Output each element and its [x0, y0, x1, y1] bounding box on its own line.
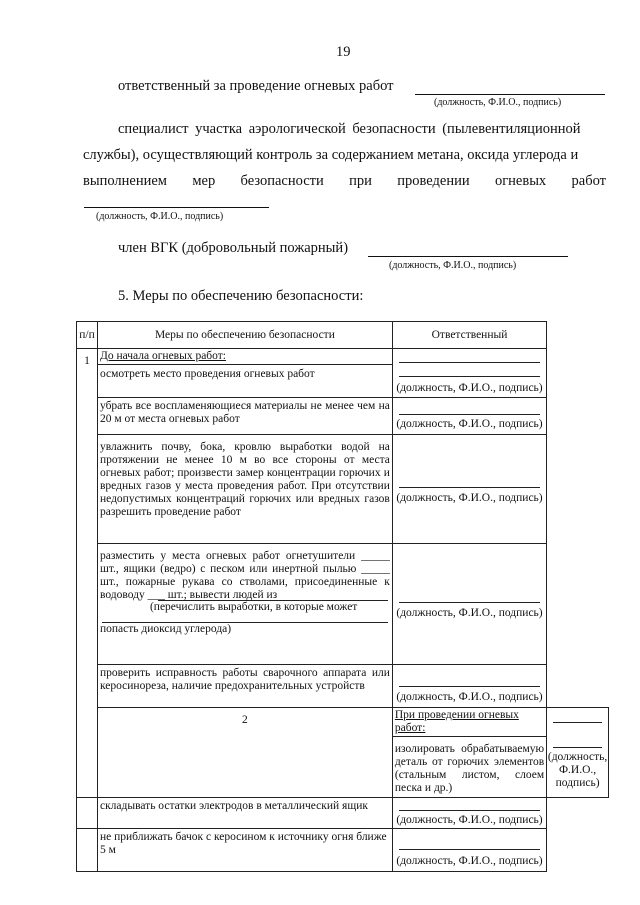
group-number-spacer — [77, 829, 98, 872]
signature-line — [399, 849, 540, 850]
measure-note: (перечислить выработки, в которые может — [149, 601, 358, 613]
table-row — [77, 398, 609, 435]
table-row — [77, 435, 609, 544]
signature-line — [553, 747, 602, 748]
signature-line — [399, 376, 540, 377]
responsible-cell — [392, 544, 546, 665]
measure-text: убрать все воспламеняющиеся материалы не менее чем на 20 м от места огневых работ — [97, 398, 392, 435]
responsible-cell — [392, 349, 546, 398]
signature-caption: (должность, Ф.И.О., подпись) — [396, 691, 543, 703]
word: выполнением — [83, 173, 167, 189]
table-row — [77, 665, 609, 708]
section-title: 5. Меры по обеспечению безопасности: — [118, 288, 364, 304]
word: мер — [192, 173, 216, 189]
signature-line — [399, 414, 540, 415]
responsible-label: ответственный за проведение огневых работ — [118, 78, 394, 94]
word: работ — [571, 173, 606, 189]
signature-caption: (должность, Ф.И.О., подпись) — [434, 97, 562, 108]
group-number: 2 — [97, 708, 392, 798]
signature-caption: (должность, Ф.И.О., подпись) — [396, 492, 543, 504]
table-row — [77, 544, 609, 665]
measure-text: разместить у места огневых работ огнетушители _____ шт., ящики (ведро) с песком или инертной пылью _____ шт., пожарные рукава со стволами, присоединенные к водоводу ___ шт.; вывести людей из — [99, 550, 390, 601]
signature-line — [399, 602, 540, 603]
table-row — [77, 708, 609, 798]
responsible-cell — [392, 665, 546, 708]
col-header-measures: Меры по обеспечению безопасности — [97, 322, 392, 349]
page-number: 19 — [336, 44, 351, 60]
signature-line — [399, 810, 540, 811]
specialist-line-2: службы), осуществляющий контроль за содержанием метана, оксида углерода и — [83, 147, 579, 163]
table-row — [77, 829, 609, 872]
signature-line — [415, 94, 605, 95]
measure-text: не приближать бачок с керосином к источнику огня ближе 5 м — [97, 829, 392, 872]
measure-text: изолировать обрабатываемую деталь от горючих элементов (стальным листом, слоем песка и др.) — [394, 743, 545, 794]
group-number: 1 — [77, 349, 98, 798]
word: огневых — [494, 173, 547, 189]
signature-line — [553, 722, 602, 723]
signature-caption: (должность, Ф.И.О., подпись) — [396, 855, 543, 867]
measure-text: осмотреть место проведения огневых работ — [99, 368, 315, 380]
table-header-row — [77, 322, 609, 349]
group-title: При проведении огневых работ: — [393, 708, 546, 737]
measure-note: попасть диоксид углерода) — [99, 623, 232, 635]
group-title: До начала огневых работ: — [98, 349, 392, 365]
signature-caption: (должность, Ф.И.О., подпись) — [396, 814, 543, 826]
signature-caption: (должность, Ф.И.О., подпись) — [389, 260, 517, 271]
measure-text: складывать остатки электродов в металлический ящик — [97, 798, 392, 829]
responsible-cell — [392, 398, 546, 435]
safety-measures-table — [76, 321, 609, 872]
responsible-cell — [547, 708, 609, 798]
signature-line — [399, 686, 540, 687]
col-header-responsible: Ответственный — [392, 322, 546, 349]
signature-line — [368, 256, 568, 257]
responsible-cell — [392, 829, 546, 872]
signature-line — [399, 487, 540, 488]
signature-caption: (должность, Ф.И.О., подпись) — [96, 211, 224, 222]
word: безопасности — [240, 173, 324, 189]
signature-caption: (должность, Ф.И.О., подпись) — [396, 607, 543, 619]
responsible-cell — [392, 435, 546, 544]
measure-cell — [392, 708, 546, 798]
signature-line — [84, 207, 269, 208]
group-number-spacer — [77, 798, 98, 829]
word: при — [349, 173, 372, 189]
measure-text: проверить исправность работы сварочного аппарата или керосинореза, наличие предохранительных устройств — [97, 665, 392, 708]
table-row — [77, 349, 609, 398]
measure-cell — [97, 349, 392, 398]
vgk-label: член ВГК (добровольный пожарный) — [118, 240, 349, 256]
measure-text: увлажнить почву, бока, кровлю выработки водой на протяжении не менее 10 м во все стороны от места огневых работ; произвести замер концентрации горючих и вредных газов у места проведения работ. При отсутствии недопустимых концентраций горючих или вредных газов разрешить проведение работ — [97, 435, 392, 544]
col-header-num: п/п — [77, 322, 98, 349]
measure-cell — [97, 544, 392, 665]
signature-line — [399, 362, 540, 363]
table-row — [77, 798, 609, 829]
signature-caption: (должность, Ф.И.О., подпись) — [547, 751, 608, 789]
responsible-cell — [392, 798, 546, 829]
specialist-line-1: специалист участка аэрологической безопасности (пылевентиляционной — [118, 121, 581, 137]
signature-caption: (должность, Ф.И.О., подпись) — [396, 418, 543, 430]
specialist-line-3 — [83, 173, 606, 190]
signature-caption: (должность, Ф.И.О., подпись) — [396, 382, 543, 394]
word: проведении — [397, 173, 470, 189]
